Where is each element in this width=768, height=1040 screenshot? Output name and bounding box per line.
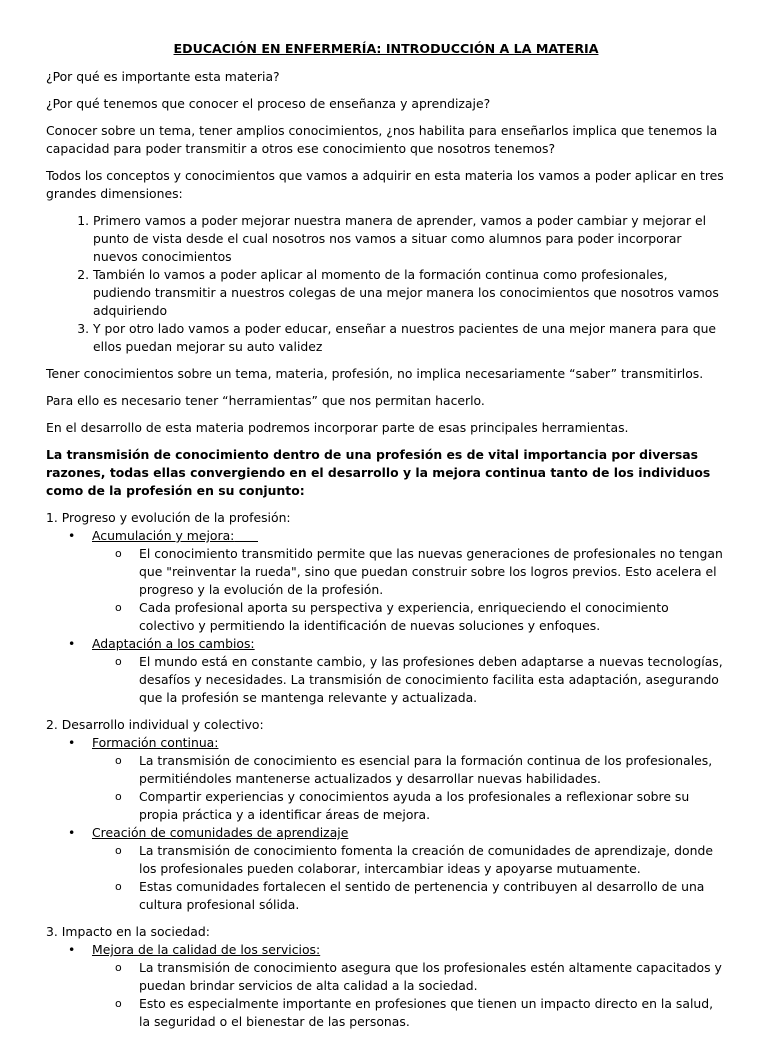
sub-item-text: El conocimiento transmitido permite que las nuevas generaciones de profesionales no tengan que "reinventar la rueda", sino que puedan construir sobre los logros previos. Esto acelera el progreso y la evolución de la profesión. xyxy=(139,546,723,597)
sub-bullet-icon: o xyxy=(115,997,122,1010)
bullet-item xyxy=(46,941,726,1031)
section-3 xyxy=(46,923,726,1031)
paragraph-5: En el desarrollo de esta materia podremos incorporar parte de esas principales herramientas. xyxy=(46,420,629,435)
dimensions-list xyxy=(46,212,726,356)
section-1 xyxy=(46,509,726,707)
sub-item-text: Cada profesional aporta su perspectiva y experiencia, enriqueciendo el conocimiento colectivo y permitiendo la identificación de nuevas soluciones y enfoques. xyxy=(139,600,669,633)
bullet-item xyxy=(46,635,726,707)
document-title: EDUCACIÓN EN ENFERMERÍA: INTRODUCCIÓN A LA MATERIA xyxy=(173,41,599,56)
document-page xyxy=(46,40,726,1040)
section-2 xyxy=(46,716,726,914)
sub-item xyxy=(92,842,726,878)
question-2: ¿Por qué tenemos que conocer el proceso de enseñanza y aprendizaje? xyxy=(46,96,491,111)
sub-item xyxy=(92,653,726,707)
sub-bullet-icon: o xyxy=(115,790,122,803)
sub-bullet-icon: o xyxy=(115,754,122,767)
sub-item xyxy=(92,959,726,995)
paragraph-3: Tener conocimientos sobre un tema, materia, profesión, no implica necesariamente “saber” transmitirlos. xyxy=(46,366,704,381)
sub-list xyxy=(92,842,726,914)
bullet-label: Formación continua: xyxy=(92,735,219,750)
sub-bullet-icon: o xyxy=(115,880,122,893)
sub-bullet-icon: o xyxy=(115,547,122,560)
bullet-item xyxy=(46,734,726,824)
bullet-label: Adaptación a los cambios: xyxy=(92,636,255,651)
bullet-icon: • xyxy=(68,825,76,840)
bullet-icon: • xyxy=(68,942,76,957)
bullet-label: Creación de comunidades de aprendizaje xyxy=(92,825,349,840)
sub-item-text: La transmisión de conocimiento fomenta la creación de comunidades de aprendizaje, donde los profesionales pueden colaborar, intercambiar ideas y apoyarse mutuamente. xyxy=(139,843,713,876)
bullet-list xyxy=(46,527,726,707)
bullet-label: Acumulación y mejora: xyxy=(92,528,235,543)
bullet-list xyxy=(46,734,726,914)
section-title: 3. Impacto en la sociedad: xyxy=(46,924,210,939)
sub-item-text: Esto es especialmente importante en profesiones que tienen un impacto directo en la salud, la seguridad o el bienestar de las personas. xyxy=(139,996,714,1029)
sub-item-text: La transmisión de conocimiento es esencial para la formación continua de los profesionales, permitiéndoles mantenerse actualizados y desarrollar nuevas habilidades. xyxy=(139,753,713,786)
sub-item-text: El mundo está en constante cambio, y las profesiones deben adaptarse a nuevas tecnologías, desafíos y necesidades. La transmisión de conocimiento facilita esta adaptación, asegurando que la profesión se mantenga relevante y actualizada. xyxy=(139,654,723,705)
sub-bullet-icon: o xyxy=(115,961,122,974)
sub-item xyxy=(92,545,726,599)
section-title: 1. Progreso y evolución de la profesión: xyxy=(46,510,291,525)
sub-list xyxy=(92,752,726,824)
paragraph-4: Para ello es necesario tener “herramientas” que nos permitan hacerlo. xyxy=(46,393,485,408)
dimension-item: 1. Primero vamos a poder mejorar nuestra manera de aprender, vamos a poder cambiar y mejorar el punto de vista desde el cual nosotros nos vamos a situar como alumnos para poder incorporar nuevos conocimientos xyxy=(93,212,726,266)
bullet-list xyxy=(46,941,726,1031)
paragraph-1: Conocer sobre un tema, tener amplios conocimientos, ¿nos habilita para enseñarlos implica que tenemos la capacidad para poder transmitir a otros ese conocimiento que nosotros tenemos? xyxy=(46,123,718,156)
dimension-item: 3. Y por otro lado vamos a poder educar, enseñar a nuestros pacientes de una mejor manera para que ellos puedan mejorar su auto validez xyxy=(93,320,726,356)
dimension-item: 2. También lo vamos a poder aplicar al momento de la formación continua como profesionales, pudiendo transmitir a nuestros colegas de una mejor manera los conocimientos que nosotros vamos adquiriendo xyxy=(93,266,726,320)
sub-item-text: Compartir experiencias y conocimientos ayuda a los profesionales a reflexionar sobre su propia práctica y a identificar áreas de mejora. xyxy=(139,789,690,822)
bullet-icon: • xyxy=(68,636,76,651)
sub-item-text: Estas comunidades fortalecen el sentido de pertenencia y contribuyen al desarrollo de una cultura profesional sólida. xyxy=(139,879,705,912)
sub-item xyxy=(92,995,726,1031)
bullet-icon: • xyxy=(68,528,76,543)
question-1: ¿Por qué es importante esta materia? xyxy=(46,69,280,84)
section-title: 2. Desarrollo individual y colectivo: xyxy=(46,717,264,732)
sub-item xyxy=(92,752,726,788)
sub-bullet-icon: o xyxy=(115,655,122,668)
paragraph-2: Todos los conceptos y conocimientos que vamos a adquirir en esta materia los vamos a poder aplicar en tres grandes dimensiones: xyxy=(46,168,724,201)
bullet-label: Mejora de la calidad de los servicios: xyxy=(92,942,321,957)
sub-list xyxy=(92,653,726,707)
sub-list xyxy=(92,959,726,1031)
bold-paragraph: La transmisión de conocimiento dentro de una profesión es de vital importancia por diversas razones, todas ellas convergiendo en el desarrollo y la mejora continua tanto de los individuos como de la profesión en su conjunto: xyxy=(46,447,711,498)
sub-item-text: La transmisión de conocimiento asegura que los profesionales estén altamente capacitados y puedan brindar servicios de alta calidad a la sociedad. xyxy=(139,960,722,993)
sub-item xyxy=(92,878,726,914)
sub-bullet-icon: o xyxy=(115,601,122,614)
sub-list xyxy=(92,545,726,635)
bullet-icon: • xyxy=(68,735,76,750)
bullet-item xyxy=(46,824,726,914)
bullet-item xyxy=(46,527,726,635)
sub-bullet-icon: o xyxy=(115,844,122,857)
sub-item xyxy=(92,788,726,824)
sub-item xyxy=(92,599,726,635)
